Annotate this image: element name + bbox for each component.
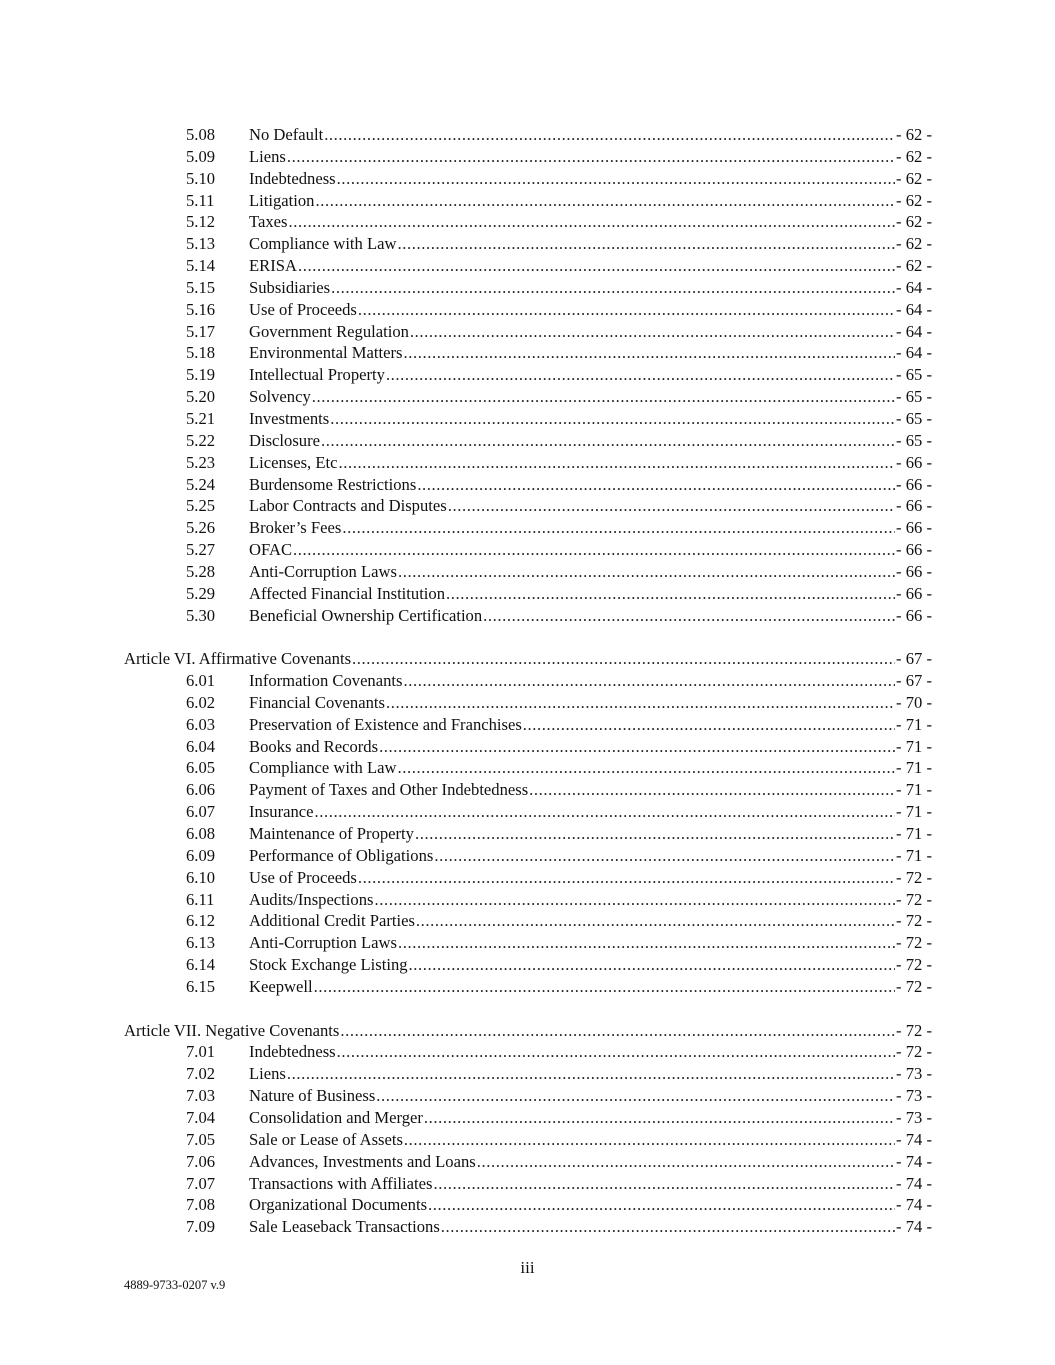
toc-article-heading[interactable] [124, 1020, 932, 1042]
section-title: Sale Leaseback Transactions [249, 1217, 440, 1237]
section-page-ref: - 73 - [896, 1086, 932, 1106]
toc-entry[interactable] [124, 211, 932, 233]
section-title: Affected Financial Institution [249, 583, 446, 603]
toc-entry-line [249, 342, 932, 364]
section-number: 5.11 [186, 190, 215, 210]
section-number: 6.11 [186, 889, 215, 909]
section-page-ref: - 72 - [896, 889, 932, 909]
toc-entry-line [249, 168, 932, 190]
section-number: 7.03 [186, 1086, 216, 1106]
dot-leader [337, 1041, 895, 1063]
dot-leader [404, 1129, 895, 1151]
toc-entry[interactable] [124, 910, 932, 932]
section-title: Intellectual Property [249, 365, 385, 385]
section-number: 5.29 [186, 583, 216, 603]
toc-entry-line [249, 1041, 932, 1063]
section-page-ref: - 72 - [896, 1042, 932, 1062]
toc-entry[interactable] [124, 277, 932, 299]
section-title: Disclosure [249, 430, 320, 450]
dot-leader [398, 932, 895, 954]
section-page-ref: - 74 - [896, 1217, 932, 1237]
dot-leader [314, 976, 895, 998]
dot-leader [293, 539, 895, 561]
dot-leader [340, 1020, 895, 1042]
section-number: 5.20 [186, 387, 216, 407]
table-of-contents [124, 124, 932, 1238]
section-number: 5.17 [186, 321, 216, 341]
toc-entry-line [249, 517, 932, 539]
dot-leader [331, 277, 895, 299]
dot-leader [312, 386, 895, 408]
section-title: Payment of Taxes and Other Indebtedness [249, 780, 529, 800]
toc-entry-line [249, 1129, 932, 1151]
section-title: Government Regulation [249, 321, 409, 341]
article-title: Article VI. Affirmative Covenants [124, 649, 352, 669]
section-number: 7.08 [186, 1195, 216, 1215]
section-number: 7.05 [186, 1129, 216, 1149]
section-page-ref: - 64 - [896, 277, 932, 297]
dot-leader [288, 211, 895, 233]
dot-leader [441, 1216, 895, 1238]
section-title: Anti-Corruption Laws [249, 561, 397, 581]
section-page-ref: - 72 - [896, 911, 932, 931]
toc-entry[interactable] [124, 517, 932, 539]
toc-entry-line [249, 233, 932, 255]
section-page-ref: - 73 - [896, 1107, 932, 1127]
section-number: 6.05 [186, 758, 216, 778]
section-title: Preservation of Existence and Franchises [249, 714, 522, 734]
section-title: Information Covenants [249, 671, 403, 691]
toc-entry-line [124, 1020, 932, 1042]
dot-leader [424, 1107, 895, 1129]
toc-entry-line [249, 1107, 932, 1129]
section-page-ref: - 66 - [896, 518, 932, 538]
toc-entry[interactable] [124, 932, 932, 954]
section-page-ref: - 65 - [896, 408, 932, 428]
toc-entry[interactable] [124, 823, 932, 845]
section-page-ref: - 64 - [896, 343, 932, 363]
section-number: 5.09 [186, 146, 216, 166]
dot-leader [358, 299, 895, 321]
toc-entry[interactable] [124, 867, 932, 889]
section-title: Use of Proceeds [249, 299, 357, 319]
toc-entry-line [249, 692, 932, 714]
section-page-ref: - 62 - [896, 212, 932, 232]
section-number: 6.01 [186, 671, 216, 691]
toc-entry-line [249, 801, 932, 823]
section-page-ref: - 62 - [896, 256, 932, 276]
section-title: Insurance [249, 802, 314, 822]
toc-entry[interactable] [124, 736, 932, 758]
section-title: OFAC [249, 540, 293, 560]
section-title: Stock Exchange Listing [249, 955, 408, 975]
section-title: Organizational Documents [249, 1195, 428, 1215]
section-title: Consolidation and Merger [249, 1107, 423, 1127]
section-page-ref: - 66 - [896, 474, 932, 494]
section-page-ref: - 72 - [896, 955, 932, 975]
section-page-ref: - 70 - [896, 692, 932, 712]
dot-leader [342, 517, 895, 539]
toc-entry-line [249, 1085, 932, 1107]
toc-entry[interactable] [124, 190, 932, 212]
toc-entry-line [249, 408, 932, 430]
section-page-ref: - 62 - [896, 234, 932, 254]
toc-entry[interactable] [124, 386, 932, 408]
toc-entry[interactable] [124, 124, 932, 146]
section-number: 5.15 [186, 277, 216, 297]
dot-leader [324, 124, 895, 146]
dot-leader [298, 255, 895, 277]
section-page-ref: - 65 - [896, 387, 932, 407]
dot-leader [448, 495, 895, 517]
dot-leader [315, 801, 896, 823]
toc-entry-line [249, 364, 932, 386]
toc-entry-line [249, 1216, 932, 1238]
toc-entry-line [249, 757, 932, 779]
dot-leader [287, 146, 895, 168]
section-number: 5.24 [186, 474, 216, 494]
section-page-ref: - 74 - [896, 1151, 932, 1171]
section-number: 5.23 [186, 452, 216, 472]
section-number: 5.08 [186, 125, 216, 144]
toc-entry-line [249, 539, 932, 561]
section-number: 5.14 [186, 256, 216, 276]
section-page-ref: - 65 - [896, 365, 932, 385]
section-title: Compliance with Law [249, 758, 397, 778]
section-title: Use of Proceeds [249, 867, 357, 887]
toc-entry[interactable] [124, 1085, 932, 1107]
section-number: 5.27 [186, 540, 216, 560]
section-page-ref: - 66 - [896, 583, 932, 603]
section-number: 5.13 [186, 234, 216, 254]
toc-entry-line [249, 1194, 932, 1216]
dot-leader [523, 714, 895, 736]
dot-leader [352, 648, 895, 670]
toc-entry-line [249, 190, 932, 212]
toc-entry[interactable] [124, 299, 932, 321]
dot-leader [330, 408, 895, 430]
section-page-ref: - 66 - [896, 496, 932, 516]
section-page-ref: - 66 - [896, 561, 932, 581]
toc-entry-line [249, 386, 932, 408]
section-title: Nature of Business [249, 1086, 376, 1106]
section-number: 5.16 [186, 299, 216, 319]
section-title: Indebtedness [249, 168, 336, 188]
toc-entry-line [249, 736, 932, 758]
toc-entry-line [249, 124, 932, 146]
toc-entry-line [249, 670, 932, 692]
section-title: Labor Contracts and Disputes [249, 496, 447, 516]
section-title: Subsidiaries [249, 277, 331, 297]
toc-entry[interactable] [124, 233, 932, 255]
section-number: 6.02 [186, 692, 216, 712]
section-title: Burdensome Restrictions [249, 474, 417, 494]
section-number: 7.06 [186, 1151, 216, 1171]
toc-entry-line [249, 1063, 932, 1085]
section-title: Advances, Investments and Loans [249, 1151, 476, 1171]
section-number: 5.30 [186, 605, 216, 625]
section-page-ref: - 74 - [896, 1129, 932, 1149]
dot-leader [428, 1194, 895, 1216]
section-page-ref: - 72 - [896, 933, 932, 953]
dot-leader [403, 670, 895, 692]
dot-leader [477, 1151, 895, 1173]
section-title: Compliance with Law [249, 234, 397, 254]
section-page-ref: - 71 - [896, 736, 932, 756]
section-number: 5.22 [186, 430, 216, 450]
toc-entry[interactable] [124, 954, 932, 976]
section-title: Additional Credit Parties [249, 911, 415, 931]
toc-entry-line [249, 932, 932, 954]
toc-entry[interactable] [124, 539, 932, 561]
section-page-ref: - 66 - [896, 540, 932, 560]
toc-entry-line [249, 605, 932, 627]
section-page-ref: - 65 - [896, 430, 932, 450]
section-title: Solvency [249, 387, 311, 407]
section-number: 6.09 [186, 845, 216, 865]
toc-entry-line [249, 299, 932, 321]
toc-entry-line [249, 910, 932, 932]
toc-entry-line [249, 583, 932, 605]
section-title: Audits/Inspections [249, 889, 374, 909]
section-title: Broker’s Fees [249, 518, 342, 538]
section-title: ERISA [249, 256, 297, 276]
section-title: Maintenance of Property [249, 824, 414, 843]
toc-entry[interactable] [124, 757, 932, 779]
dot-leader [410, 321, 895, 343]
section-page-ref: - 62 - [896, 146, 932, 166]
toc-entry-line [124, 648, 932, 670]
toc-entry-line [249, 430, 932, 452]
toc-entry-line [249, 954, 932, 976]
toc-entry[interactable] [124, 1041, 932, 1063]
section-page-ref: - 71 - [896, 714, 932, 734]
section-page-ref: - 66 - [896, 605, 932, 625]
section-title: Liens [249, 1064, 286, 1084]
section-title: Indebtedness [249, 1042, 336, 1062]
toc-entry[interactable] [124, 1194, 932, 1216]
dot-leader [415, 823, 895, 845]
section-page-ref: - 74 - [896, 1173, 932, 1193]
toc-entry[interactable] [124, 321, 932, 343]
section-page-ref: - 66 - [896, 452, 932, 472]
toc-entry[interactable] [124, 561, 932, 583]
toc-entry-line [249, 889, 932, 911]
section-number: 5.26 [186, 518, 216, 538]
section-title: Litigation [249, 190, 315, 210]
toc-article-heading[interactable] [124, 648, 932, 670]
document-id: 4889-9733-0207 v.9 [124, 1278, 226, 1292]
dot-leader [315, 190, 895, 212]
section-title: Sale or Lease of Assets [249, 1129, 403, 1149]
section-number: 7.04 [186, 1107, 216, 1127]
section-number: 6.14 [186, 955, 216, 975]
section-number: 7.02 [186, 1064, 216, 1084]
toc-entry[interactable] [124, 889, 932, 911]
article-page-ref: - 67 - [896, 649, 932, 669]
article-title: Article VII. Negative Covenants [124, 1020, 340, 1040]
dot-leader [338, 452, 895, 474]
page-number: iii [520, 1258, 535, 1277]
section-number: 6.13 [186, 933, 216, 953]
toc-entry-line [249, 1151, 932, 1173]
dot-leader [386, 692, 895, 714]
dot-leader [321, 430, 895, 452]
toc-entry[interactable] [124, 255, 932, 277]
dot-leader [397, 233, 895, 255]
section-number: 5.12 [186, 212, 216, 232]
toc-entry[interactable] [124, 1216, 932, 1238]
section-spacer [124, 626, 932, 648]
section-page-ref: - 62 - [896, 125, 932, 144]
section-title: Anti-Corruption Laws [249, 933, 397, 953]
toc-entry[interactable] [124, 168, 932, 190]
toc-entry-line [249, 495, 932, 517]
toc-entry[interactable] [124, 583, 932, 605]
dot-leader [417, 474, 895, 496]
section-page-ref: - 71 - [896, 758, 932, 778]
toc-entry-line [249, 211, 932, 233]
dot-leader [379, 736, 895, 758]
section-number: 6.12 [186, 911, 216, 931]
toc-entry[interactable] [124, 845, 932, 867]
section-number: 5.28 [186, 561, 216, 581]
section-page-ref: - 62 - [896, 190, 932, 210]
toc-entry[interactable] [124, 364, 932, 386]
section-title: Keepwell [249, 976, 313, 996]
toc-entry[interactable] [124, 1173, 932, 1195]
toc-entry[interactable] [124, 1063, 932, 1085]
section-number: 6.10 [186, 867, 216, 887]
toc-entry-line [249, 823, 932, 845]
section-page-ref: - 72 - [896, 976, 932, 996]
toc-entry[interactable] [124, 1129, 932, 1151]
section-title: Books and Records [249, 736, 379, 756]
section-title: Performance of Obligations [249, 845, 434, 865]
toc-entry-line [249, 146, 932, 168]
section-title: Investments [249, 408, 330, 428]
toc-entry[interactable] [124, 692, 932, 714]
toc-entry[interactable] [124, 1107, 932, 1129]
toc-entry-line [249, 867, 932, 889]
dot-leader [374, 889, 895, 911]
section-page-ref: - 74 - [896, 1195, 932, 1215]
section-title: No Default [249, 125, 324, 144]
toc-entry[interactable] [124, 430, 932, 452]
section-page-ref: - 64 - [896, 321, 932, 341]
toc-entry[interactable] [124, 670, 932, 692]
dot-leader [433, 1173, 895, 1195]
toc-entry[interactable] [124, 976, 932, 998]
toc-entry[interactable] [124, 452, 932, 474]
toc-entry[interactable] [124, 408, 932, 430]
section-title: Environmental Matters [249, 343, 403, 363]
toc-entry-line [249, 474, 932, 496]
dot-leader [446, 583, 895, 605]
dot-leader [397, 757, 895, 779]
toc-entry-line [249, 1173, 932, 1195]
toc-entry[interactable] [124, 714, 932, 736]
section-number: 6.06 [186, 780, 216, 800]
section-number: 6.15 [186, 976, 216, 996]
section-number: 6.08 [186, 824, 216, 843]
toc-entry[interactable] [124, 474, 932, 496]
section-title: Transactions with Affiliates [249, 1173, 433, 1193]
dot-leader [409, 954, 896, 976]
section-number: 5.21 [186, 408, 216, 428]
section-page-ref: - 67 - [896, 671, 932, 691]
section-title: Licenses, Etc [249, 452, 338, 472]
toc-entry[interactable] [124, 605, 932, 627]
section-title: Liens [249, 146, 286, 166]
section-page-ref: - 72 - [896, 867, 932, 887]
section-number: 5.18 [186, 343, 216, 363]
toc-entry[interactable] [124, 1151, 932, 1173]
toc-entry-line [249, 561, 932, 583]
toc-entry-line [249, 255, 932, 277]
dot-leader [386, 364, 895, 386]
section-page-ref: - 71 - [896, 802, 932, 822]
section-number: 5.10 [186, 168, 216, 188]
section-number: 7.09 [186, 1217, 216, 1237]
toc-entry[interactable] [124, 779, 932, 801]
dot-leader [416, 910, 895, 932]
section-number: 5.25 [186, 496, 216, 516]
section-number: 6.07 [186, 802, 216, 822]
toc-entry-line [249, 845, 932, 867]
toc-entry[interactable] [124, 495, 932, 517]
toc-entry-line [249, 452, 932, 474]
section-page-ref: - 71 - [896, 780, 932, 800]
section-spacer [124, 998, 932, 1020]
section-page-ref: - 64 - [896, 299, 932, 319]
section-title: Beneficial Ownership Certification [249, 605, 483, 625]
section-number: 7.07 [186, 1173, 216, 1193]
section-number: 6.04 [186, 736, 216, 756]
dot-leader [287, 1063, 895, 1085]
toc-entry[interactable] [124, 342, 932, 364]
dot-leader [483, 605, 895, 627]
toc-entry-line [249, 976, 932, 998]
toc-entry-line [249, 714, 932, 736]
toc-entry[interactable] [124, 146, 932, 168]
dot-leader [376, 1085, 895, 1107]
section-number: 7.01 [186, 1042, 216, 1062]
section-number: 5.19 [186, 365, 216, 385]
section-title: Financial Covenants [249, 692, 385, 712]
section-page-ref: - 73 - [896, 1064, 932, 1084]
section-number: 6.03 [186, 714, 216, 734]
dot-leader [398, 561, 895, 583]
toc-entry[interactable] [124, 801, 932, 823]
article-page-ref: - 72 - [896, 1020, 932, 1040]
toc-entry-line [249, 277, 932, 299]
section-title: Taxes [249, 212, 288, 232]
dot-leader [529, 779, 895, 801]
toc-entry-line [249, 321, 932, 343]
dot-leader [434, 845, 895, 867]
toc-entry-line [249, 779, 932, 801]
dot-leader [403, 342, 895, 364]
dot-leader [337, 168, 895, 190]
dot-leader [358, 867, 895, 889]
section-page-ref: - 71 - [896, 845, 932, 865]
section-page-ref: - 71 - [896, 824, 932, 843]
section-page-ref: - 62 - [896, 168, 932, 188]
